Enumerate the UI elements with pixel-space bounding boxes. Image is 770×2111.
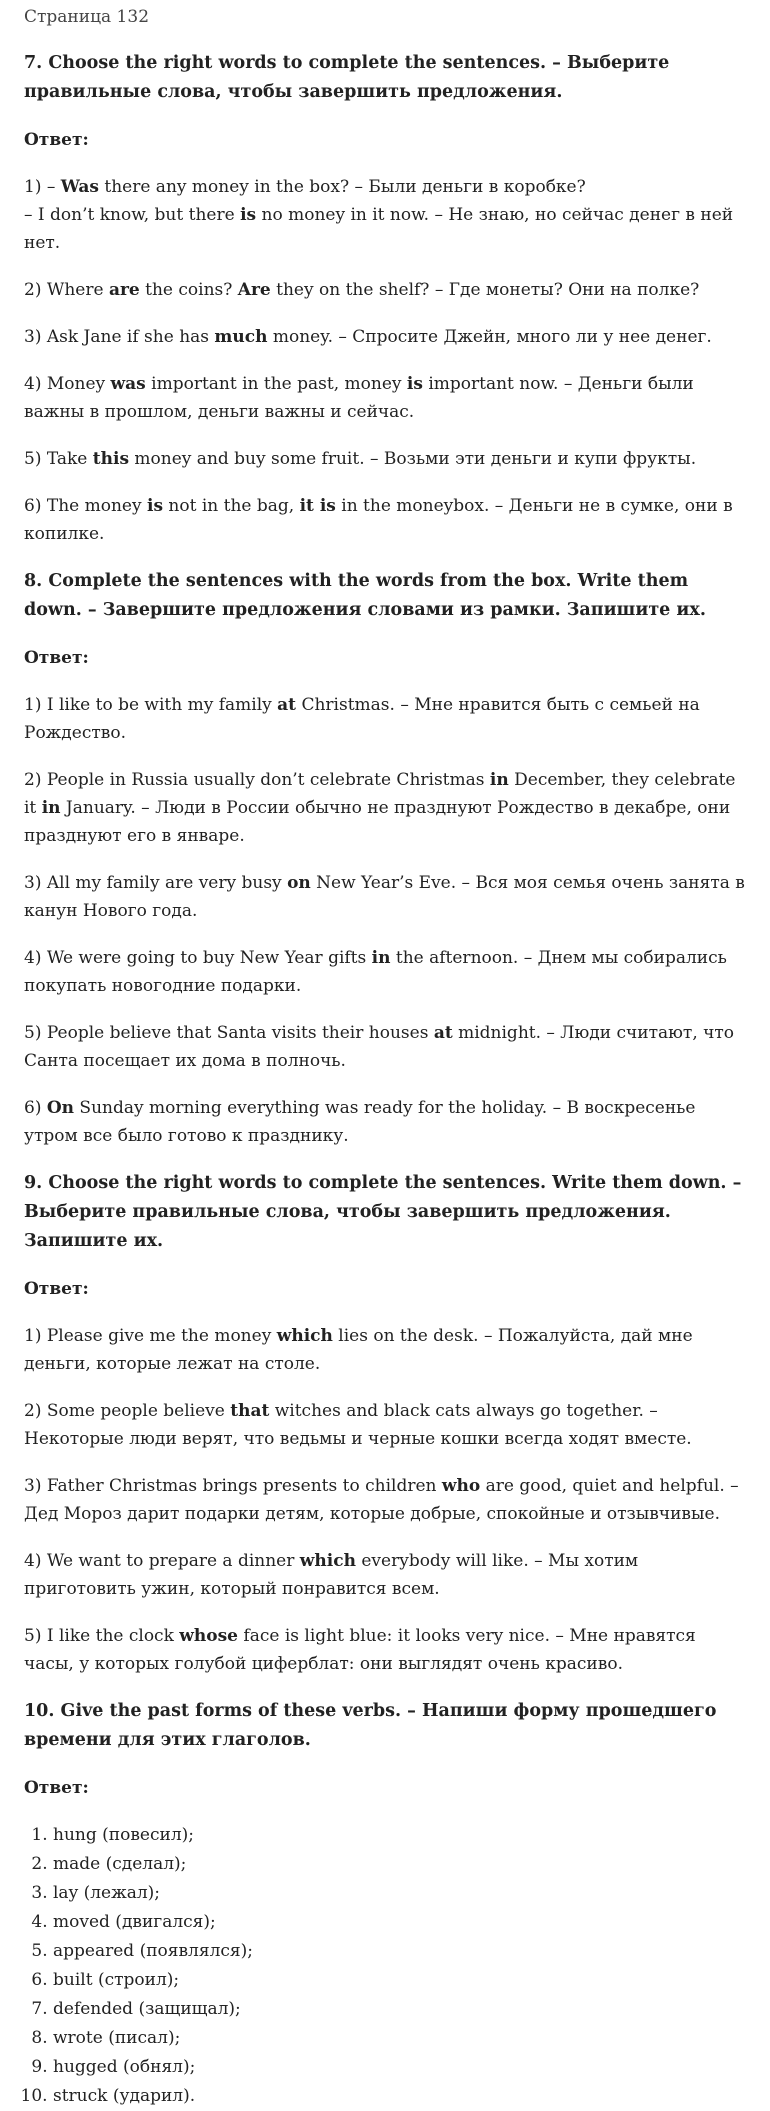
sentence-text: witches and black cats always go together. – Некоторые люди верят, что ведьмы и черные кошки всегда ходят вместе.	[24, 1401, 692, 1449]
sections-container	[24, 49, 746, 2111]
answer-line	[24, 1547, 746, 1603]
sentence-text: 1) I like to be with my family	[24, 695, 278, 715]
answer-line	[24, 445, 746, 473]
answer-word: in	[41, 798, 61, 818]
answer-word: in	[371, 948, 391, 968]
answer-word: Was	[60, 177, 99, 197]
answer-word: this	[92, 449, 130, 469]
sentence-text: 2) Where	[24, 280, 109, 300]
answer-line	[24, 1472, 746, 1528]
answer-word: much	[214, 327, 268, 347]
answer-item	[24, 276, 746, 304]
answer-line	[24, 944, 746, 1000]
answer-item	[24, 323, 746, 351]
answer-word: is	[240, 205, 257, 225]
answer-item	[24, 691, 746, 747]
sentence-text: New Year’s Eve. – Вся моя семья очень занята в канун Нового года.	[24, 873, 745, 921]
answer-word: are	[108, 280, 140, 300]
answer-line	[24, 869, 746, 925]
sentence-text: December, they celebrate it	[24, 770, 736, 818]
answer-item	[24, 944, 746, 1000]
answer-label: Ответ:	[24, 1279, 89, 1299]
answer-line	[24, 691, 746, 747]
task-section	[24, 1697, 746, 2111]
sentence-text: Christmas. – Мне нравится быть с семьей на Рождество.	[24, 695, 700, 743]
sentence-text: important now. – Деньги были важны в прошлом, деньги важны и сейчас.	[24, 374, 694, 422]
sentence-text: 5) Take	[24, 449, 93, 469]
sentence-text: important in the past, money	[145, 374, 407, 394]
answer-line	[24, 1397, 746, 1453]
task-section	[24, 1169, 746, 1678]
answer-word: it is	[299, 496, 336, 516]
sentence-text: not in the bag,	[163, 496, 300, 516]
task-section	[24, 49, 746, 548]
sentence-text: there any money in the box? – Были деньги в коробке?	[98, 177, 586, 197]
task-title: 8. Complete the sentences with the words from the box. Write them down. – Завершите предложения словами из рамки. Запишите их.	[24, 571, 706, 620]
answer-label: Ответ:	[24, 1778, 89, 1798]
sentence-text: Sunday morning everything was ready for the holiday. – В воскресенье утром все было готово к празднику.	[24, 1098, 696, 1146]
answer-line	[24, 1322, 746, 1378]
answer-line	[24, 1622, 746, 1678]
answer-word: at	[433, 1023, 453, 1043]
task-section	[24, 567, 746, 1150]
task-title: 7. Choose the right words to complete the sentences. – Выберите правильные слова, чтобы завершить предложения.	[24, 53, 670, 102]
answer-line	[24, 276, 746, 304]
answer-item	[24, 173, 746, 257]
verb-list-item: 8. wrote (писал);	[53, 2024, 746, 2053]
task-title: 9. Choose the right words to complete the sentences. Write them down. – Выберите правильные слова, чтобы завершить предложения. Запишите их.	[24, 1173, 742, 1251]
sentence-text: 6)	[24, 1098, 47, 1118]
sentence-text: 5) People believe that Santa visits their houses	[24, 1023, 434, 1043]
page-label: Страница 132	[24, 7, 150, 27]
answer-item	[24, 370, 746, 426]
sentence-text: 4) We want to prepare a dinner	[24, 1551, 300, 1571]
sentence-text: 3) All my family are very busy	[24, 873, 288, 893]
answer-word: at	[277, 695, 297, 715]
answer-line	[24, 766, 746, 850]
sentence-text: money and buy some fruit. – Возьми эти деньги и купи фрукты.	[129, 449, 697, 469]
verb-list-item: 5. appeared (появлялся);	[53, 1937, 746, 1966]
sentence-text: the afternoon. – Днем мы собирались покупать новогодние подарки.	[24, 948, 727, 996]
verb-list-item: 7. defended (защищал);	[53, 1995, 746, 2024]
sentence-text: 1) –	[24, 177, 61, 197]
answer-word: On	[46, 1098, 75, 1118]
answer-item	[24, 492, 746, 548]
answer-item	[24, 1322, 746, 1378]
answer-word: on	[287, 873, 311, 893]
answer-word: which	[299, 1551, 356, 1571]
verb-list-item: 2. made (сделал);	[53, 1850, 746, 1879]
answer-word: who	[441, 1476, 481, 1496]
answer-line	[24, 323, 746, 351]
answer-label: Ответ:	[24, 648, 89, 668]
sentence-text: are good, quiet and helpful. – Дед Мороз дарит подарки детям, которые добрые, спокойные и отзывчивые.	[24, 1476, 739, 1524]
verb-list-item: 10. struck (ударил).	[53, 2082, 746, 2111]
verb-list	[24, 1821, 746, 2111]
sentence-text: 4) We were going to buy New Year gifts	[24, 948, 372, 968]
sentence-text: January. – Люди в России обычно не празднуют Рождество в декабре, они празднуют его в январе.	[24, 798, 731, 846]
verb-list-item: 6. built (строил);	[53, 1966, 746, 1995]
answer-word: is	[146, 496, 164, 516]
answer-item	[24, 445, 746, 473]
verb-list-item: 9. hugged (обнял);	[53, 2053, 746, 2082]
sentence-text: the coins?	[139, 280, 238, 300]
verb-list-item: 3. lay (лежал);	[53, 1879, 746, 1908]
answer-line	[24, 492, 746, 548]
answer-item	[24, 1094, 746, 1150]
sentence-text: in the moneybox. – Деньги не в сумке, они в копилке.	[24, 496, 733, 544]
answer-item	[24, 1622, 746, 1678]
sentence-text: they on the shelf? – Где монеты? Они на полке?	[270, 280, 700, 300]
answer-label: Ответ:	[24, 130, 89, 150]
answer-word: was	[110, 374, 146, 394]
answer-item	[24, 1397, 746, 1453]
answer-line	[24, 370, 746, 426]
answer-item	[24, 1547, 746, 1603]
answer-item	[24, 766, 746, 850]
verb-list-item: 1. hung (повесил);	[53, 1821, 746, 1850]
answer-line	[24, 201, 746, 257]
sentence-text: 3) Ask Jane if she has	[24, 327, 215, 347]
answer-line	[24, 1019, 746, 1075]
sentence-text: everybody will like. – Мы хотим приготовить ужин, который понравится всем.	[24, 1551, 639, 1599]
sentence-text: 1) Please give me the money	[24, 1326, 277, 1346]
sentence-text: – I don’t know, but there	[24, 205, 241, 225]
answer-word: in	[489, 770, 509, 790]
answer-line	[24, 173, 746, 201]
answer-item	[24, 1472, 746, 1528]
answer-line	[24, 1094, 746, 1150]
sentence-text: 4) Money	[24, 374, 111, 394]
answer-item	[24, 1019, 746, 1075]
sentence-text: face is light blue: it looks very nice. – Мне нравятся часы, у которых голубой циферблат: они выглядят очень красиво.	[24, 1626, 696, 1674]
sentence-text: 5) I like the clock	[24, 1626, 180, 1646]
sentence-text: 2) People in Russia usually don’t celebrate Christmas	[24, 770, 490, 790]
verb-list-item: 4. moved (двигался);	[53, 1908, 746, 1937]
answer-word: that	[230, 1401, 270, 1421]
sentence-text: midnight. – Люди считают, что Санта посещает их дома в полночь.	[24, 1023, 735, 1071]
sentence-text: 2) Some people believe	[24, 1401, 231, 1421]
answer-word: Are	[237, 280, 271, 300]
answer-item	[24, 869, 746, 925]
task-title: 10. Give the past forms of these verbs. – Напиши форму прошедшего времени для этих глаголов.	[24, 1701, 717, 1750]
answer-word: is	[406, 374, 423, 394]
sentence-text: 3) Father Christmas brings presents to children	[24, 1476, 442, 1496]
answer-word: which	[276, 1326, 333, 1346]
sentence-text: 6) The money	[24, 496, 147, 516]
sentence-text: no money in it now. – Не знаю, но сейчас денег в ней нет.	[24, 205, 734, 253]
sentence-text: lies on the desk. – Пожалуйста, дай мне деньги, которые лежат на столе.	[24, 1326, 693, 1374]
sentence-text: money. – Спросите Джейн, много ли у нее денег.	[267, 327, 712, 347]
answer-word: whose	[179, 1626, 239, 1646]
